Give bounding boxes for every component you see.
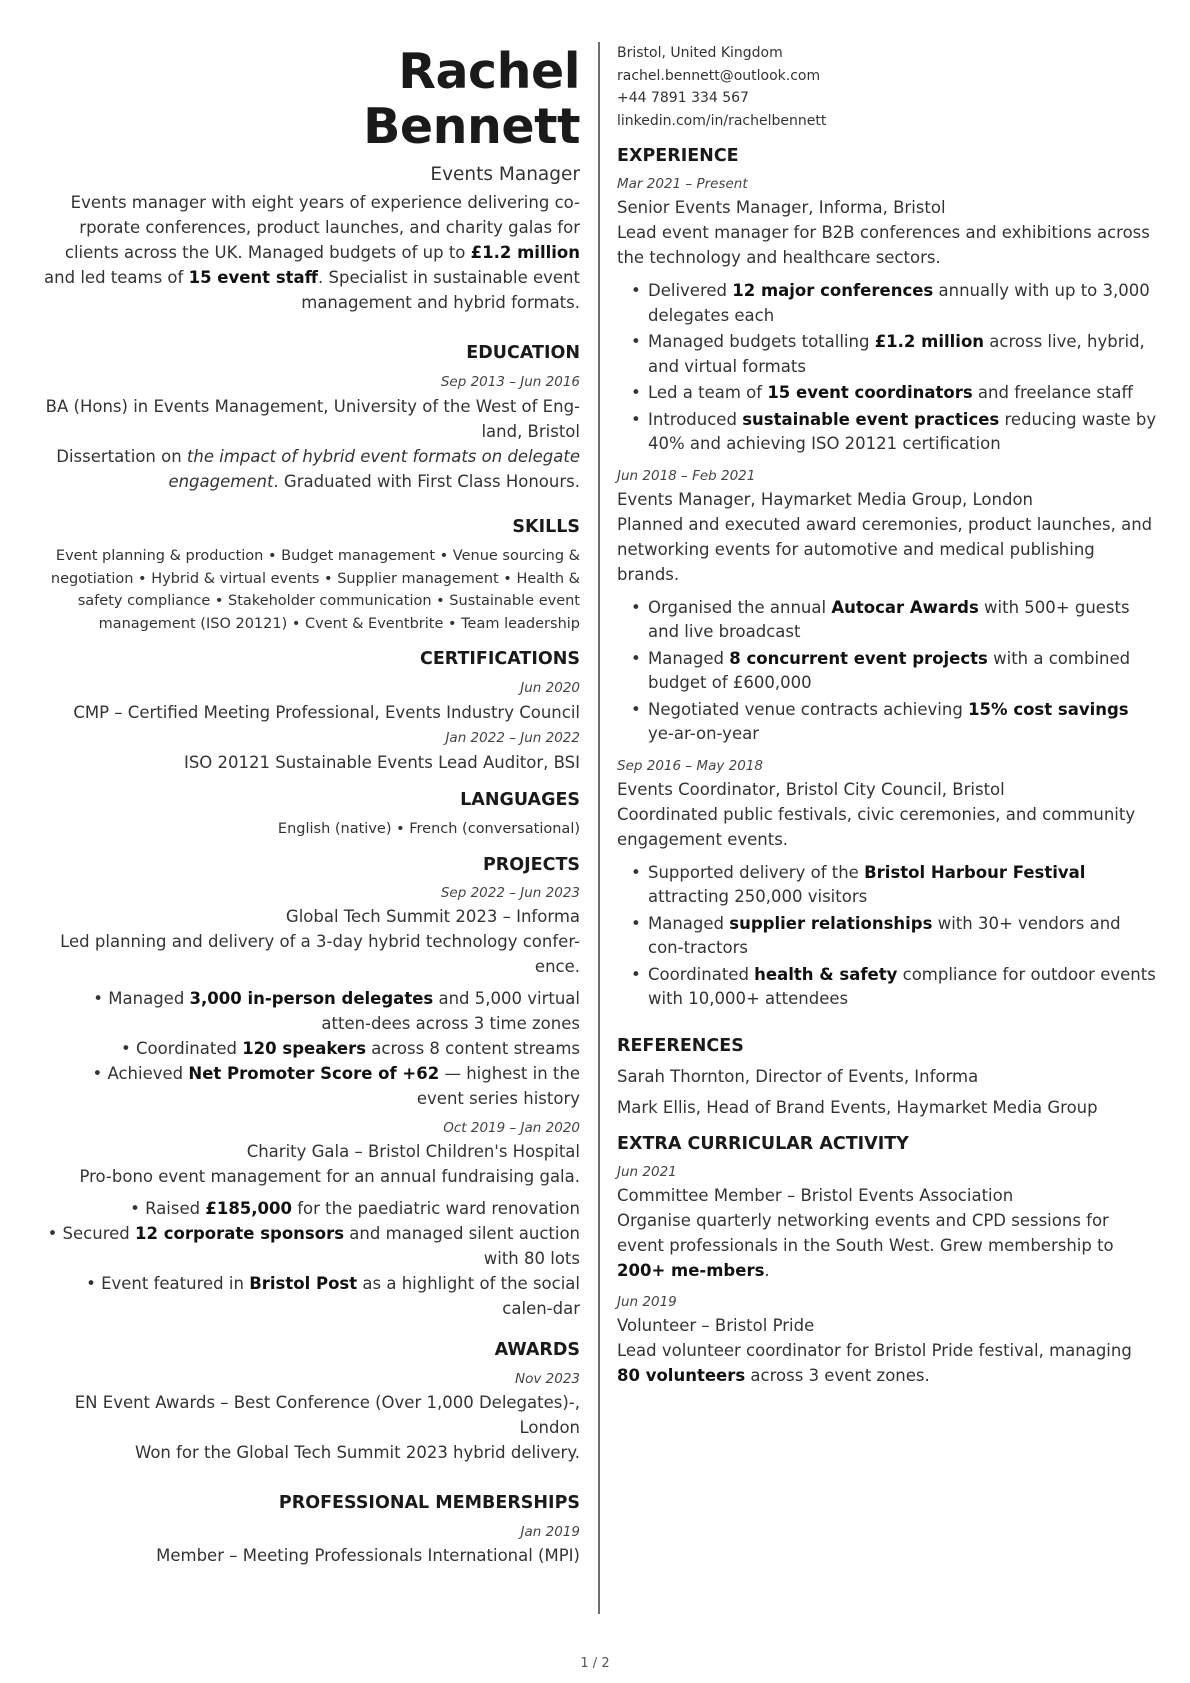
job-bullet: • Managed 8 concurrent event projects with a combined budget of £600,000 (631, 647, 1157, 696)
job-bullet: • Negotiated venue contracts achieving 15% cost savings ye-ar-on-year (631, 698, 1157, 747)
activity-title: Volunteer – Bristol Pride (617, 1315, 815, 1335)
skills-list: Event planning & production • Budget management • Venue sourcing & negotiation • Hybrid & virtual events • Supplier management • Health & safety compliance • Stakeholder communication • Sustainable event management (ISO 20121) • Cvent & Eventbrite • Team leadership (50, 548, 580, 632)
reference-item: Mark Ellis, Head of Brand Events, Haymarket Media Group (617, 1097, 1098, 1117)
awards-heading: AWARDS (494, 1339, 580, 1360)
project-description: Pro-bono event management for an annual fundraising gala. (79, 1166, 580, 1186)
project-bullet: • Achieved Net Promoter Score of +62 — highest in the event series history (92, 1063, 580, 1108)
project-bullet: • Secured 12 corporate sponsors and managed silent auction with 80 lots (47, 1223, 580, 1268)
activity-title: Committee Member – Bristol Events Association (617, 1185, 1014, 1205)
job-bullets (631, 596, 1157, 747)
award-description: Won for the Global Tech Summit 2023 hybrid delivery. (134, 1442, 580, 1462)
education-heading: EDUCATION (466, 343, 580, 363)
project-description: Led planning and delivery of a 3-day hybrid technology confer-ence. (60, 931, 580, 976)
activity-date: Jun 2021 (617, 1163, 677, 1180)
experience-heading: EXPERIENCE (617, 146, 739, 166)
job-title: Senior Events Manager, Informa, Bristol (617, 198, 946, 217)
left-column (44, 44, 580, 1568)
job-bullets (631, 861, 1157, 1012)
education-date: Sep 2013 – Jun 2016 (440, 374, 580, 390)
cert-title: CMP – Certified Meeting Professional, Events Industry Council (73, 703, 580, 722)
cert-date: Jan 2022 – Jun 2022 (445, 730, 580, 746)
job-description: Lead event manager for B2B conferences and exhibitions across the technology and healthcare sectors. (617, 223, 1150, 267)
job-date: Jun 2018 – Feb 2021 (617, 467, 756, 484)
cert-date: Jun 2020 (520, 680, 580, 696)
page-number: 1 / 2 (580, 1656, 610, 1671)
project-title: Charity Gala – Bristol Children's Hospital (246, 1141, 580, 1161)
activity-description: Organise quarterly networking events and CPD sessions for event professionals in the South West. Grew membership to 200+ me-mbers. (617, 1210, 1114, 1280)
job-bullet: • Coordinated health & safety compliance for outdoor events with 10,000+ attendees (631, 963, 1157, 1012)
project-bullet: • Managed 3,000 in-person delegates and 5,000 virtual atten-dees across 3 time zones (93, 988, 580, 1033)
project-bullet: • Coordinated 120 speakers across 8 content streams (121, 1038, 580, 1058)
activity-date: Jun 2019 (617, 1293, 677, 1310)
activity-description: Lead volunteer coordinator for Bristol Pride festival, managing 80 volunteers across 3 event zones. (617, 1340, 1132, 1385)
job-bullet: • Managed budgets totalling £1.2 million across live, hybrid, and virtual formats (631, 330, 1157, 379)
languages-list: English (native) • French (conversational) (277, 821, 580, 837)
summary: Events manager with eight years of experience delivering co-rporate conferences, product launches, and charity galas for clients across the UK. Managed budgets of up to £1.2 million and led teams of 15 event staff. Specialist in sustainable event management and hybrid formats. (44, 193, 580, 312)
job-title: Events Coordinator, Bristol City Council, Bristol (617, 779, 1005, 799)
project-bullet: • Event featured in Bristol Post as a highlight of the social calen-dar (86, 1273, 580, 1318)
cert-title: ISO 20121 Sustainable Events Lead Auditor, BSI (183, 753, 580, 772)
job-bullet: • Delivered 12 major conferences annually with up to 3,000 delegates each (631, 279, 1157, 328)
award-title: EN Event Awards – Best Conference (Over 1,000 Delegates)-, London (74, 1392, 580, 1437)
award-date: Nov 2023 (515, 1370, 580, 1387)
job-bullet: • Supported delivery of the Bristol Harbour Festival attracting 250,000 visitors (631, 861, 1157, 910)
languages-heading: LANGUAGES (460, 790, 580, 810)
contact-location: Bristol, United Kingdom (617, 45, 783, 61)
project-title: Global Tech Summit 2023 – Informa (285, 906, 580, 926)
last-name: Bennett (363, 98, 580, 155)
membership-title: Member – Meeting Professionals International (MPI) (156, 1545, 580, 1565)
job-date: Mar 2021 – Present (617, 176, 748, 192)
project-date: Sep 2022 – Jun 2023 (440, 884, 580, 901)
job-bullet: • Organised the annual Autocar Awards with 500+ guests and live broadcast (631, 596, 1157, 645)
skills-heading: SKILLS (512, 517, 580, 537)
job-title: Events Manager, Haymarket Media Group, London (617, 489, 1034, 509)
contact-linkedin[interactable]: linkedin.com/in/rachelbennett (617, 112, 827, 129)
reference-item: Sarah Thornton, Director of Events, Informa (617, 1066, 979, 1086)
right-column (617, 42, 1157, 1388)
projects-heading: PROJECTS (482, 854, 580, 875)
education-degree: BA (Hons) in Events Management, University of the West of Eng-land, Bristol (45, 397, 580, 441)
project-date: Oct 2019 – Jan 2020 (443, 1119, 580, 1136)
first-name: Rachel (398, 43, 580, 100)
job-bullet: • Introduced sustainable event practices reducing waste by 40% and achieving ISO 20121 certification (631, 408, 1157, 457)
membership-date: Jan 2019 (520, 1523, 580, 1540)
contact-email[interactable]: rachel.bennett@outlook.com (617, 67, 821, 84)
job-bullet: • Managed supplier relationships with 30+ vendors and con-tractors (631, 912, 1157, 961)
column-divider (598, 42, 600, 1614)
job-bullets (631, 279, 1157, 457)
certifications-heading: CERTIFICATIONS (419, 649, 580, 669)
memberships-heading: PROFESSIONAL MEMBERSHIPS (278, 1492, 580, 1513)
job-description: Coordinated public festivals, civic ceremonies, and community engagement events. (617, 804, 1136, 849)
contact-phone: +44 7891 334 567 (617, 90, 749, 106)
job-date: Sep 2016 – May 2018 (617, 757, 763, 774)
education-dissertation: Dissertation on the impact of hybrid event formats on delegate engagement. Graduated with First Class Honours. (56, 447, 580, 491)
project-bullet: • Raised £185,000 for the paediatric ward renovation (130, 1198, 580, 1218)
job-description: Planned and executed award ceremonies, product launches, and networking events for automotive and medical publishing brands. (617, 514, 1153, 584)
extra-heading: EXTRA CURRICULAR ACTIVITY (617, 1133, 909, 1154)
job-title: Events Manager (430, 164, 580, 185)
references-heading: REFERENCES (617, 1035, 744, 1056)
job-bullet: • Led a team of 15 event coordinators and freelance staff (631, 381, 1157, 406)
